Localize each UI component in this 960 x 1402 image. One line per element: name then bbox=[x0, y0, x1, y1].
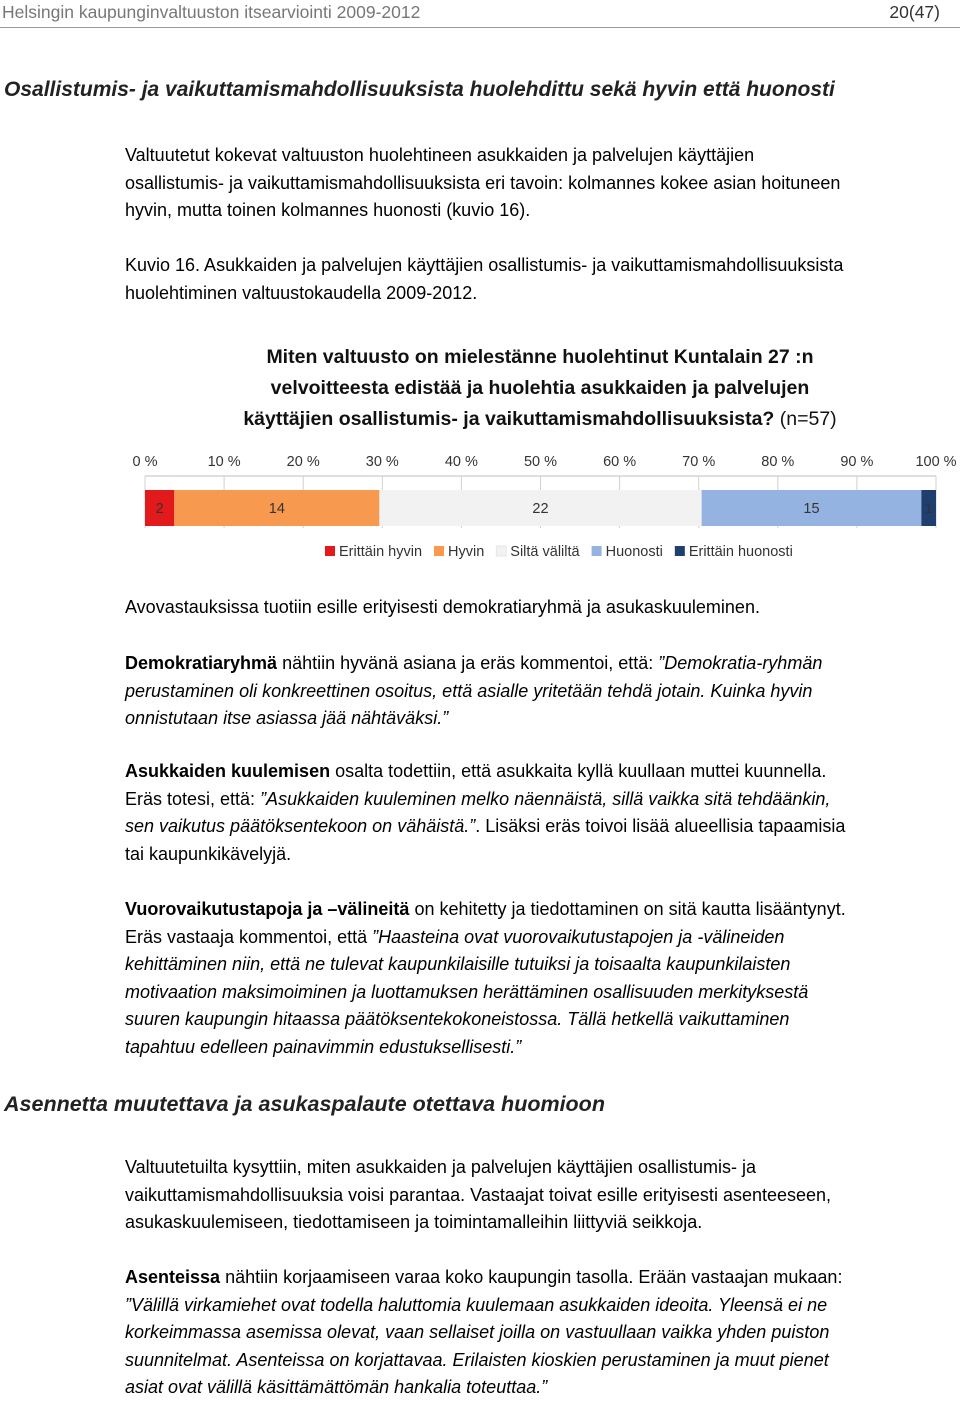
text-line: suunnitelmat. Asenteissa on korjattavaa. Erilaisten kioskien perustaminen ja muut pienet bbox=[125, 1349, 829, 1370]
x-tick-label: 40 % bbox=[444, 454, 478, 470]
document-title: Helsingin kaupunginvaltuuston itsearviointi 2009-2012 bbox=[2, 2, 421, 22]
text-line: Kuvio 16. Asukkaiden ja palvelujen käyttäjien osallistumis- ja vaikuttamismahdollisuuksista bbox=[125, 255, 844, 275]
legend-label: Erittäin huonosti bbox=[688, 544, 793, 560]
bar-segment-label: 15 bbox=[803, 501, 820, 517]
text-line: perustaminen oli konkreettinen osoitus, että asialle yritetään tehdä jotain. Kuinka hyvin bbox=[125, 680, 813, 701]
section2-intro-paragraph bbox=[125, 1154, 957, 1237]
bold-lead: Vuorovaikutustapoja ja –välineitä bbox=[125, 899, 410, 919]
page-number: 20(47) bbox=[889, 2, 940, 22]
x-tick-label: 100 % bbox=[915, 454, 957, 470]
chart-title-line: käyttäjien osallistumis- ja vaikuttamismahdollisuuksista? (n=57) bbox=[243, 408, 837, 430]
bar-segment-label: 1 bbox=[924, 501, 933, 517]
text-line: tai kaupunkikävelyjä. bbox=[125, 843, 292, 864]
text-line: Asenteissa nähtiin korjaamiseen varaa koko kaupungin tasolla. Erään vastaajan mukaan: bbox=[125, 1267, 843, 1287]
x-tick-label: 0 % bbox=[132, 454, 158, 470]
open-answers-intro: Avovastauksissa tuotiin esille erityisesti demokratiaryhmä ja asukaskuuleminen. bbox=[125, 597, 760, 617]
text-line: onnistutaan itse asiassa jää nähtäväksi.” bbox=[125, 708, 449, 729]
legend-swatch bbox=[325, 546, 335, 556]
text-line: suuren kaupungin hitaassa päätöksentekokoneistossa. Tällä hetkellä vaikuttaminen bbox=[125, 1009, 790, 1030]
bar-segment-label: 14 bbox=[268, 501, 285, 517]
text-line: Asukkaiden kuulemisen osalta todettiin, että asukkaita kyllä kuullaan muttei kuunnella. bbox=[125, 761, 827, 781]
x-tick-label: 90 % bbox=[840, 454, 874, 470]
bar-segment-label: 2 bbox=[155, 501, 164, 517]
legend-label: Huonosti bbox=[605, 544, 663, 560]
text-line: osallistumis- ja vaikuttamismahdollisuuksista eri tavoin: kolmannes kokee asian hoituneen bbox=[125, 172, 841, 193]
bold-lead: Asukkaiden kuulemisen bbox=[125, 761, 331, 781]
text-line: vaikuttamismahdollisuuksia voisi parantaa. Vastaajat toivat esille erityisesti asenteeseen, bbox=[125, 1184, 832, 1205]
bar-segment-label: 22 bbox=[532, 501, 549, 517]
interaction-paragraph bbox=[125, 896, 957, 1062]
text-line: asiat ovat välillä käsittämättömän hankalia toteuttaa.” bbox=[125, 1377, 548, 1398]
x-tick-label: 20 % bbox=[286, 454, 320, 470]
bold-lead: Demokratiaryhmä bbox=[125, 653, 278, 673]
chart-sample-size: (n=57) bbox=[779, 408, 837, 430]
x-tick-label: 10 % bbox=[207, 454, 241, 470]
chart-title-line: Miten valtuusto on mielestänne huolehtinut Kuntalain 27 :n bbox=[266, 346, 814, 368]
text-line: sen vaikutus päätöksentekoon on vähäistä.”. Lisäksi eräs toivoi lisää alueellisia tapaamisia bbox=[125, 816, 846, 837]
text-line: hyvin, mutta toinen kolmannes huonosti (kuvio 16). bbox=[125, 200, 531, 221]
text-line: Demokratiaryhmä nähtiin hyvänä asiana ja eräs kommentoi, että: ”Demokratia-ryhmän bbox=[125, 653, 823, 673]
attitude-paragraph bbox=[125, 1264, 957, 1402]
text-line: Eräs vastaaja kommentoi, että ”Haasteina ovat vuorovaikutustapojen ja -välineiden bbox=[125, 926, 785, 947]
text-line: Valtuutetut kokevat valtuuston huolehtineen asukkaiden ja palvelujen käyttäjien bbox=[125, 145, 755, 165]
stacked-bar-chart bbox=[0, 440, 960, 575]
chart-title bbox=[120, 342, 960, 435]
text-line: Eräs totesi, että: ”Asukkaiden kuuleminen melko näennäistä, sillä vaikka sitä tehdäänkin, bbox=[125, 788, 831, 809]
text-line: huolehtiminen valtuustokaudella 2009-2012. bbox=[125, 282, 478, 303]
hearing-paragraph bbox=[125, 758, 957, 868]
x-tick-label: 30 % bbox=[365, 454, 399, 470]
x-tick-label: 80 % bbox=[761, 454, 795, 470]
democracy-group-paragraph bbox=[125, 650, 957, 733]
intro-paragraph bbox=[125, 142, 957, 225]
section-heading-participation: Osallistumis- ja vaikuttamismahdollisuuksista huolehdittu sekä hyvin että huonosti bbox=[4, 78, 835, 101]
legend-swatch bbox=[496, 546, 506, 556]
x-tick-label: 70 % bbox=[682, 454, 716, 470]
text-line: kehittäminen niin, että ne tulevat kaupunkilaisille tutuiksi ja toisaalta kaupunkilaisten bbox=[125, 954, 791, 975]
bold-lead: Asenteissa bbox=[125, 1267, 221, 1287]
text-line: Vuorovaikutustapoja ja –välineitä on kehitetty ja tiedottaminen on sitä kautta lisääntynyt. bbox=[125, 899, 846, 919]
section-heading-attitude: Asennetta muutettava ja asukaspalaute otettava huomioon bbox=[4, 1092, 605, 1116]
legend-swatch bbox=[592, 546, 602, 556]
chart-title-line: velvoitteesta edistää ja huolehtia asukkaiden ja palvelujen bbox=[270, 377, 810, 399]
text-line: motivaation maksimoiminen ja luottamuksen herättäminen osallisuuden merkityksestä bbox=[125, 981, 809, 1002]
figure-caption bbox=[125, 252, 957, 307]
legend-swatch bbox=[675, 546, 685, 556]
x-tick-label: 50 % bbox=[523, 454, 558, 470]
legend-label: Erittäin hyvin bbox=[339, 544, 423, 560]
legend-label: Hyvin bbox=[448, 544, 485, 560]
legend-swatch bbox=[434, 546, 444, 556]
text-line: asukaskuulemiseen, tiedottamiseen ja toimintamalleihin liittyviä seikkoja. bbox=[125, 1212, 703, 1233]
header-divider bbox=[0, 27, 960, 28]
x-tick-label: 60 % bbox=[603, 454, 637, 470]
legend-label: Siltä väliltä bbox=[510, 544, 580, 560]
text-line: Valtuutetuilta kysyttiin, miten asukkaiden ja palvelujen käyttäjien osallistumis- ja bbox=[125, 1157, 756, 1177]
text-line: korkeimmassa asemissa olevat, vaan sellaiset joilla on vastuullaan vaikka yhden puiston bbox=[125, 1322, 830, 1343]
text-line: tapahtuu edelleen painavimmin edustuksellisesti.” bbox=[125, 1036, 522, 1057]
text-line: ”Välillä virkamiehet ovat todella haluttomia kuulemaan asukkaiden ideoita. Yleensä ei ne bbox=[125, 1294, 828, 1315]
